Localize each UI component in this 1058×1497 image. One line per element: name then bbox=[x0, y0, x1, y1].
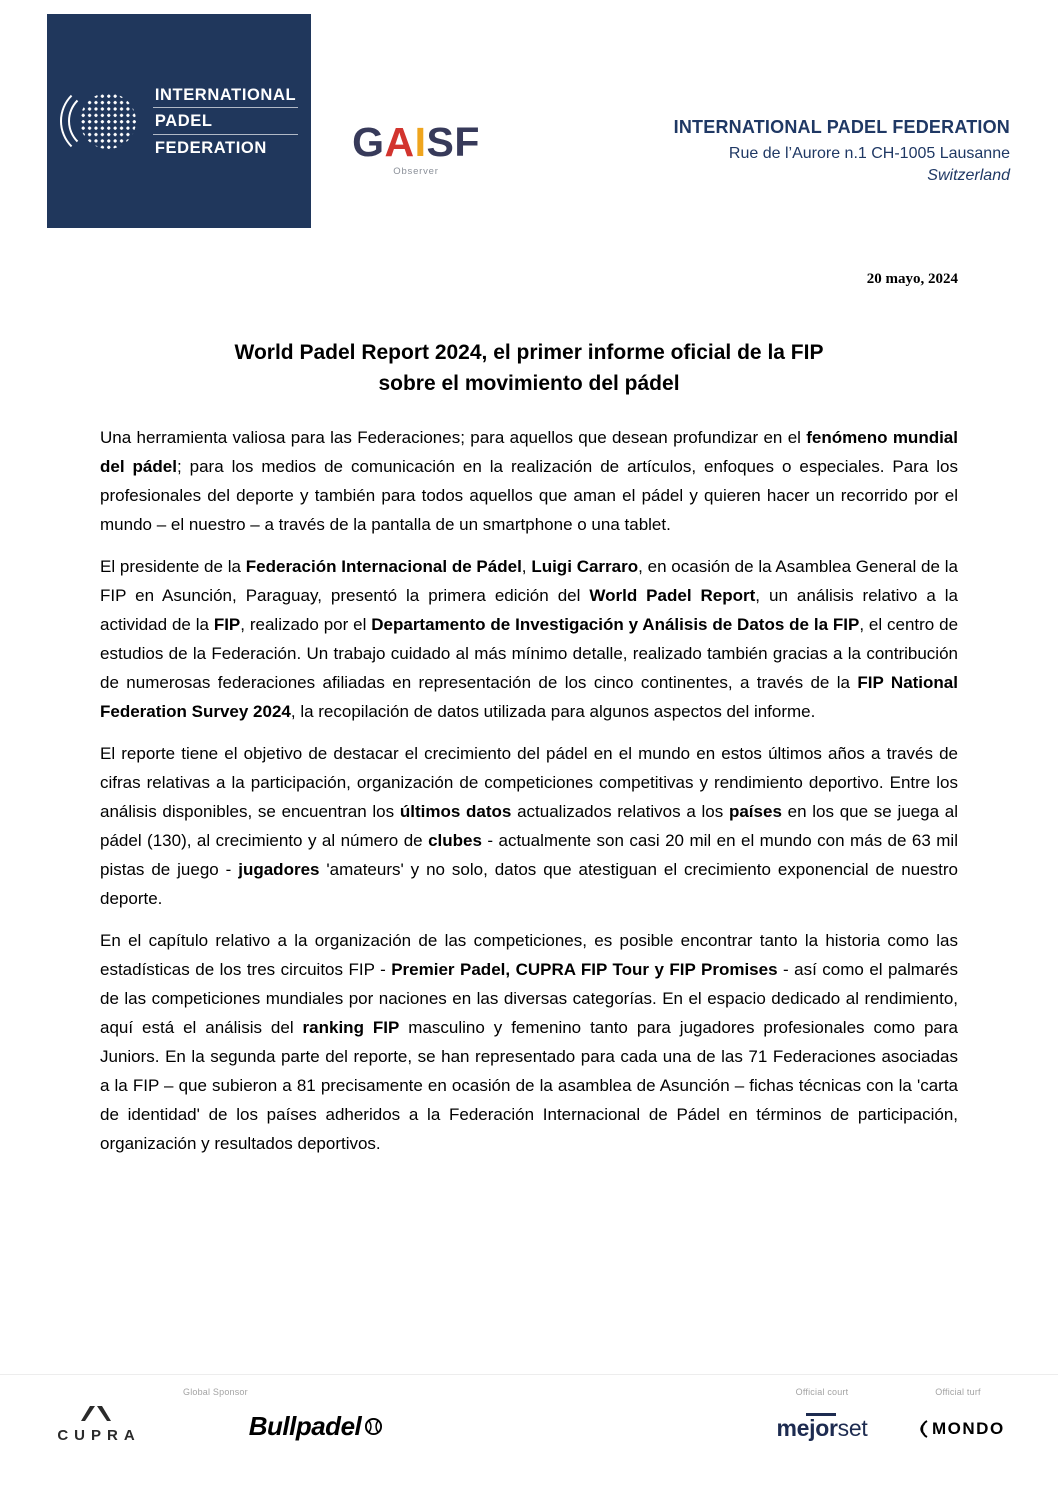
mejorset-logo bbox=[772, 1415, 872, 1442]
gaisf-wordmark: GAISF bbox=[352, 119, 480, 165]
official-court-label: Official court bbox=[795, 1387, 849, 1397]
sponsor-footer bbox=[0, 1374, 1058, 1497]
cupra-wordmark: CUPRA bbox=[57, 1427, 141, 1444]
mondo-logo bbox=[915, 1419, 1005, 1439]
paragraph-list bbox=[100, 423, 958, 1158]
fip-logo-text bbox=[153, 82, 298, 161]
page-title-line-1: World Padel Report 2024, el primer informe oficial de la FIP bbox=[234, 341, 824, 364]
org-name: INTERNATIONAL PADEL FEDERATION bbox=[673, 117, 1010, 137]
cupra-logo bbox=[40, 1403, 152, 1444]
org-country: Switzerland bbox=[927, 167, 1010, 184]
fip-logo-line: FEDERATION bbox=[153, 134, 298, 161]
mondo-arcs-icon bbox=[915, 1420, 929, 1438]
gaisf-observer-label: Observer bbox=[393, 166, 439, 177]
body-paragraph-2: El presidente de la Federación Internacional de Pádel, Luigi Carraro, en ocasión de la Asamblea General de la FIP en Asunción, Paraguay, presentó la primera edición del World Padel Report, un análisis relativo a la actividad de la FIP, realizado por el Departamento de Investigación y Análisis de Datos de la FIP, el centro de estudios de la Federación. Un trabajo cuidado al más mínimo detalle, realizado también gracias a la contribución de numerosas federaciones afiliadas en representación de los cinco continentes, a través de la FIP National Federation Survey 2024, la recopilación de datos utilizada para algunos aspectos del informe. bbox=[100, 557, 959, 721]
padel-ball-icon bbox=[364, 1417, 383, 1436]
fip-logo-line: INTERNATIONAL bbox=[154, 85, 297, 104]
org-street-address: Rue de l’Aurore n.1 CH-1005 Lausanne bbox=[728, 145, 1010, 162]
page-title-line-2: sobre el movimiento del pádel bbox=[378, 372, 680, 395]
mejorset-wordmark-light: set bbox=[837, 1415, 868, 1441]
bullpadel-wordmark: Bullpadel bbox=[248, 1411, 362, 1441]
cupra-mark-icon bbox=[74, 1403, 118, 1422]
global-sponsor-label: Global Sponsor bbox=[183, 1387, 248, 1397]
gaisf-logo bbox=[336, 119, 496, 177]
body-paragraph-1: Una herramienta valiosa para las Federaciones; para aquellos que desean profundizar en el fenómeno mundial del pádel; para los medios de comunicación en la realización de artículos, enfoques o especiales. Para los profesionales del deporte y también para todos aquellos que aman el pádel y quieren hacer un recorrido por el mundo – el nuestro – a través de la pantalla de un smartphone o una tablet. bbox=[100, 428, 958, 534]
document-date: 20 mayo, 2024 bbox=[866, 271, 958, 287]
bullpadel-logo bbox=[232, 1411, 400, 1442]
mondo-wordmark: MONDO bbox=[932, 1419, 1005, 1438]
official-turf-label: Official turf bbox=[935, 1387, 981, 1397]
page-title bbox=[100, 337, 958, 399]
document-body bbox=[100, 337, 958, 1171]
fip-logo-line: PADEL bbox=[153, 107, 298, 134]
dotted-ball-icon bbox=[80, 93, 136, 149]
org-address-block bbox=[674, 117, 1010, 185]
padel-racket-icon bbox=[60, 83, 140, 159]
body-paragraph-4: En el capítulo relativo a la organización de las competiciones, es posible encontrar tanto la historia como las estadísticas de los tres circuitos FIP - Premier Padel, CUPRA FIP Tour y FIP Promises - así como el palmarés de las competiciones mundiales por naciones en las diversas categorías. En el espacio dedicado al rendimiento, aquí está el análisis del ranking FIP masculino y femenino tanto para jugadores profesionales como para Juniors. En la segunda parte del reporte, se han representado para cada una de las 71 Federaciones asociadas a la FIP – que subieron a 81 precisamente en ocasión de la asamblea de Asunción – fichas técnicas con la 'carta de identidad' de los países adheridos a la Federación Internacional de Pádel en términos de participación, organización y resultados deportivos. bbox=[100, 931, 958, 1153]
mejorset-wordmark-bold: mejor bbox=[776, 1415, 838, 1441]
body-paragraph-3: El reporte tiene el objetivo de destacar el crecimiento del pádel en el mundo en estos últimos años a través de cifras relativas a la participación, organización de competiciones competitivas y rendimiento deportivo. Entre los análisis disponibles, se encuentran los últimos datos actualizados relativos a los países en los que se juega al pádel (130), al crecimiento y al número de clubes - actualmente son casi 20 mil en el mundo con más de 63 mil pistas de juego - jugadores 'amateurs' y no solo, datos que atestiguan el crecimiento exponencial de nuestro deporte. bbox=[100, 744, 959, 908]
fip-logo bbox=[47, 14, 311, 228]
